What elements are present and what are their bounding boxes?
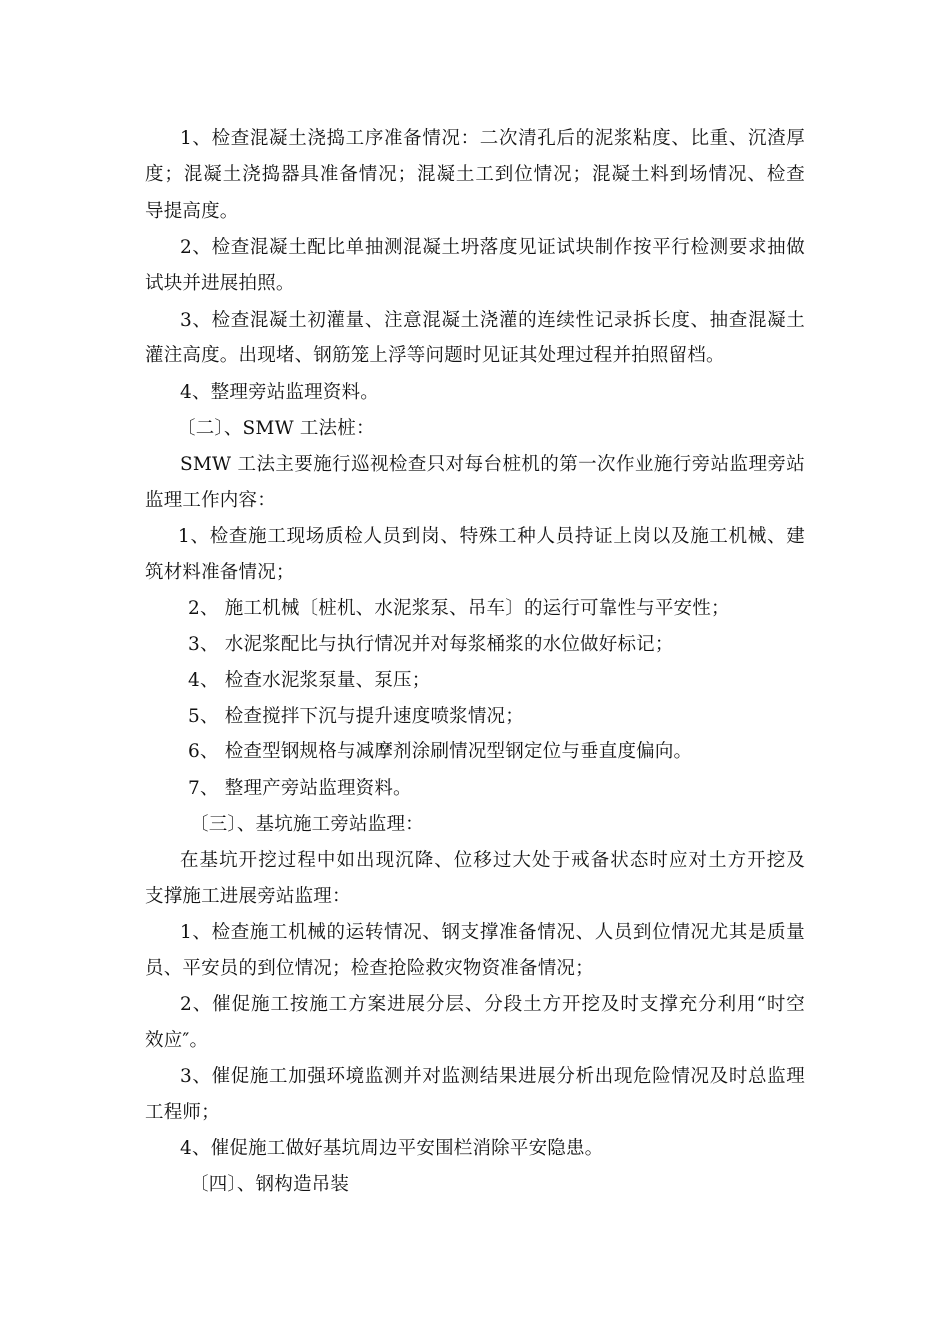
section-heading: 〔三〕、基坑施工旁站监理： bbox=[190, 814, 424, 835]
text-line: 灌注高度。出现堵、钢筋笼上浮等问题时见证其处理过程并拍照留档。 bbox=[145, 345, 725, 366]
text-line: 1、检查施工机械的运转情况、钢支撑准备情况、人员到位情况尤其是质量 bbox=[180, 922, 805, 943]
list-item: 7、 整理产旁站监理资料。 bbox=[188, 778, 412, 799]
list-item: 4、 检查水泥浆泵量、泵压； bbox=[188, 670, 431, 691]
text-line: 筑材料准备情况； bbox=[145, 562, 295, 583]
text-line: 4、整理旁站监理资料。 bbox=[180, 382, 379, 403]
text-line: 4、催促施工做好基坑周边平安围栏消除平安隐患。 bbox=[180, 1138, 604, 1159]
text-line: 效应″。 bbox=[145, 1030, 209, 1051]
text-line: 1、检查施工现场质检人员到岗、特殊工种人员持证上岗以及施工机械、建 bbox=[178, 526, 805, 547]
text-line: 1、检查混凝土浇捣工序准备情况：二次清孔后的泥浆粘度、比重、沉渣厚 bbox=[180, 128, 805, 149]
text-line: 支撑施工进展旁站监理： bbox=[145, 886, 351, 907]
text-line: SMW 工法主要施行巡视检查只对每台桩机的第一次作业施行旁站监理旁站 bbox=[180, 454, 805, 475]
section-heading: 〔四〕、钢构造吊装 bbox=[190, 1174, 350, 1195]
text-line: 2、催促施工按施工方案进展分层、分段土方开挖及时支撑充分利用“时空 bbox=[180, 994, 805, 1015]
list-item: 3、 水泥浆配比与执行情况并对每浆桶浆的水位做好标记； bbox=[188, 634, 674, 655]
text-line: 3、检查混凝土初灌量、注意混凝土浇灌的连续性记录拆长度、抽查混凝土 bbox=[180, 310, 805, 331]
text-line: 员、平安员的到位情况；检查抢险救灾物资准备情况； bbox=[145, 958, 594, 979]
list-item: 2、 施工机械〔桩机、水泥浆泵、吊车〕的运行可靠性与平安性； bbox=[188, 598, 730, 619]
text-line: 3、催促施工加强环境监测并对监测结果进展分析出现危险情况及时总监理 bbox=[180, 1066, 805, 1087]
text-line: 2、检查混凝土配比单抽测混凝土坍落度见证试块制作按平行检测要求抽做 bbox=[180, 237, 805, 258]
text-line: 工程师； bbox=[145, 1102, 220, 1123]
text-line: 在基坑开挖过程中如出现沉降、位移过大处于戒备状态时应对土方开挖及 bbox=[180, 850, 805, 871]
text-line: 度；混凝土浇捣器具准备情况；混凝土工到位情况；混凝土料到场情况、检查 bbox=[145, 164, 805, 185]
list-item: 5、 检查搅拌下沉与提升速度喷浆情况； bbox=[188, 706, 524, 727]
text-line: 导提高度。 bbox=[145, 201, 239, 222]
section-heading: 〔二〕、SMW 工法桩： bbox=[177, 418, 375, 439]
list-item: 6、 检查型钢规格与减摩剂涂刷情况型钢定位与垂直度偏向。 bbox=[188, 741, 693, 762]
text-line: 试块并进展拍照。 bbox=[145, 273, 295, 294]
text-line: 监理工作内容： bbox=[145, 490, 276, 511]
